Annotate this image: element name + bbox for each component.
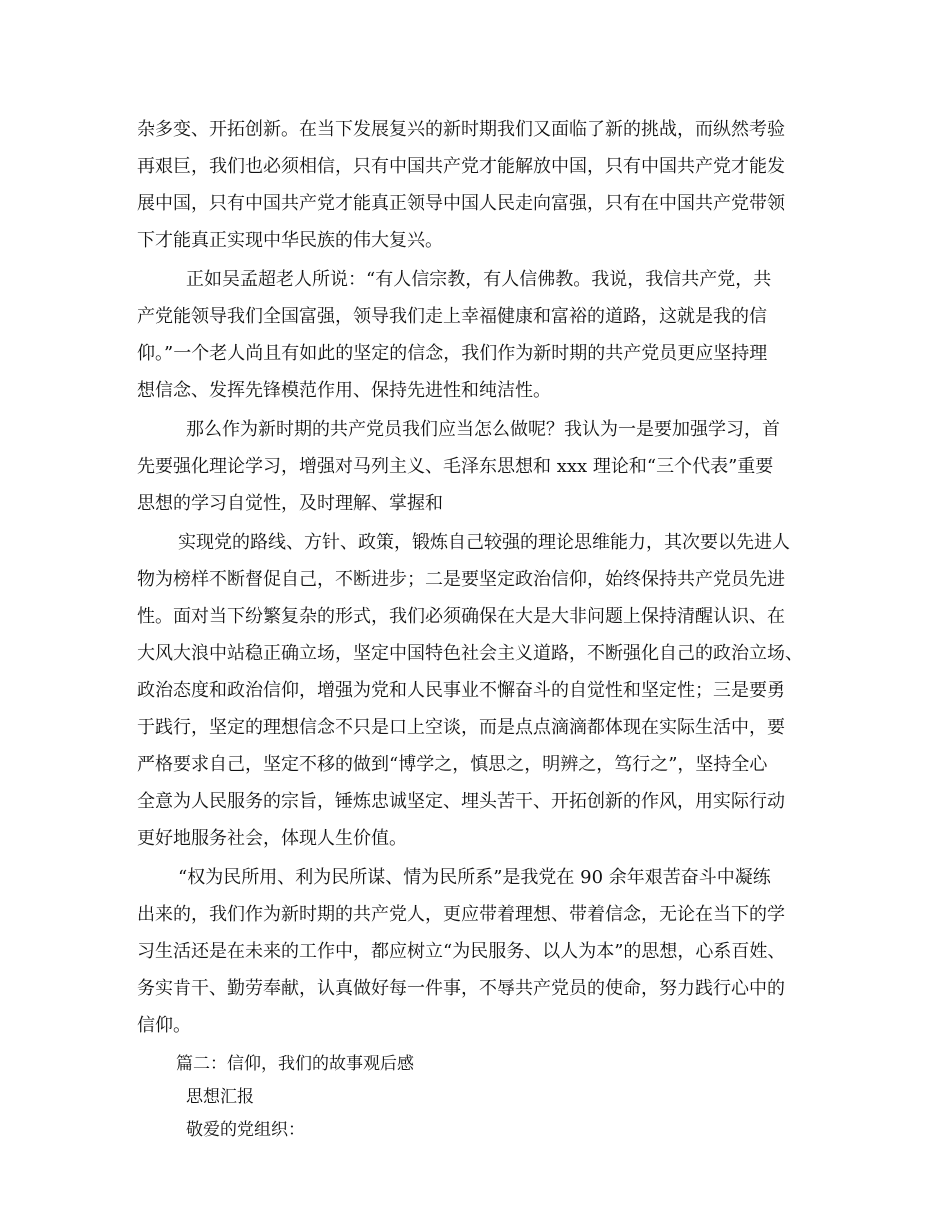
paragraph-line: 杂多变、开拓创新。在当下发展复兴的新时期我们又面临了新的挑战，而纵然考验	[137, 119, 785, 140]
paragraph-line: 更好地服务社会，体现人生价值。	[137, 828, 407, 849]
paragraph-line: 物为榜样不断督促自己，不断进步；二是要坚定政治信仰，始终保持共产党员先进	[137, 569, 785, 590]
paragraph-line: “权为民所用、利为民所谋、情为民所系”是我党在 90 余年艰苦奋斗中凝练	[178, 867, 771, 888]
paragraph-line: 习生活还是在未来的工作中，都应树立“为民服务、以人为本”的思想，心系百姓、	[137, 941, 786, 962]
paragraph-line: 大风大浪中站稳正确立场，坚定中国特色社会主义道路，不断强化自己的政治立场、	[137, 643, 803, 664]
paragraph-line: 严格要求自己，坚定不移的做到“博学之，慎思之，明辨之，笃行之”，坚持全心	[137, 754, 768, 775]
paragraph-line: 正如吴孟超老人所说：“有人信宗教，有人信佛教。我说，我信共产党，共	[186, 269, 772, 290]
paragraph-line: 出来的，我们作为新时期的共产党人，更应带着理想、带着信念，无论在当下的学	[137, 904, 785, 925]
paragraph-line: 务实肯干、勤劳奉献，认真做好每一件事，不辱共产党员的使命，努力践行心中的	[137, 978, 785, 999]
paragraph-line: 想信念、发挥先锋模范作用、保持先进性和纯洁性。	[137, 380, 551, 401]
report-heading: 思想汇报	[186, 1087, 254, 1107]
paragraph-line: 下才能真正实现中华民族的伟大复兴。	[137, 230, 443, 251]
paragraph-line: 展中国，只有中国共产党才能真正领导中国人民走向富强，只有在中国共产党带领	[137, 193, 785, 214]
salutation: 敬爱的党组织：	[186, 1120, 305, 1140]
section-title: 篇二：信仰，我们的故事观后感	[176, 1054, 414, 1074]
paragraph-line: 于践行，坚定的理想信念不只是口上空谈，而是点点滴滴都体现在实际生活中，要	[137, 717, 785, 738]
paragraph-line: 那么作为新时期的共产党员我们应当怎么做呢？我认为一是要加强学习，首	[186, 419, 780, 440]
paragraph-line: 仰。”一个老人尚且有如此的坚定的信念，我们作为新时期的共产党员更应坚持理	[137, 343, 768, 364]
paragraph-line: 产党能领导我们全国富强，领导我们走上幸福健康和富裕的道路，这就是我的信	[137, 306, 767, 327]
paragraph-line: 全意为人民服务的宗旨，锤炼忠诚坚定、埋头苦干、开拓创新的作风，用实际行动	[137, 791, 785, 812]
paragraph-line: 再艰巨，我们也必须相信，只有中国共产党才能解放中国，只有中国共产党才能发	[137, 156, 785, 177]
paragraph-line: 实现党的路线、方针、政策，锻炼自己较强的理论思维能力，其次要以先进人	[178, 532, 790, 553]
paragraph-line: 思想的学习自觉性，及时理解、掌握和	[137, 493, 443, 514]
paragraph-line: 先要强化理论学习，增强对马列主义、毛泽东思想和 xxx 理论和“三个代表”重要	[137, 456, 774, 477]
paragraph-line: 信仰。	[137, 1015, 191, 1036]
paragraph-line: 政治态度和政治信仰，增强为党和人民事业不懈奋斗的自觉性和坚定性；三是要勇	[137, 680, 785, 701]
paragraph-line: 性。面对当下纷繁复杂的形式，我们必须确保在大是大非问题上保持清醒认识、在	[137, 606, 785, 627]
